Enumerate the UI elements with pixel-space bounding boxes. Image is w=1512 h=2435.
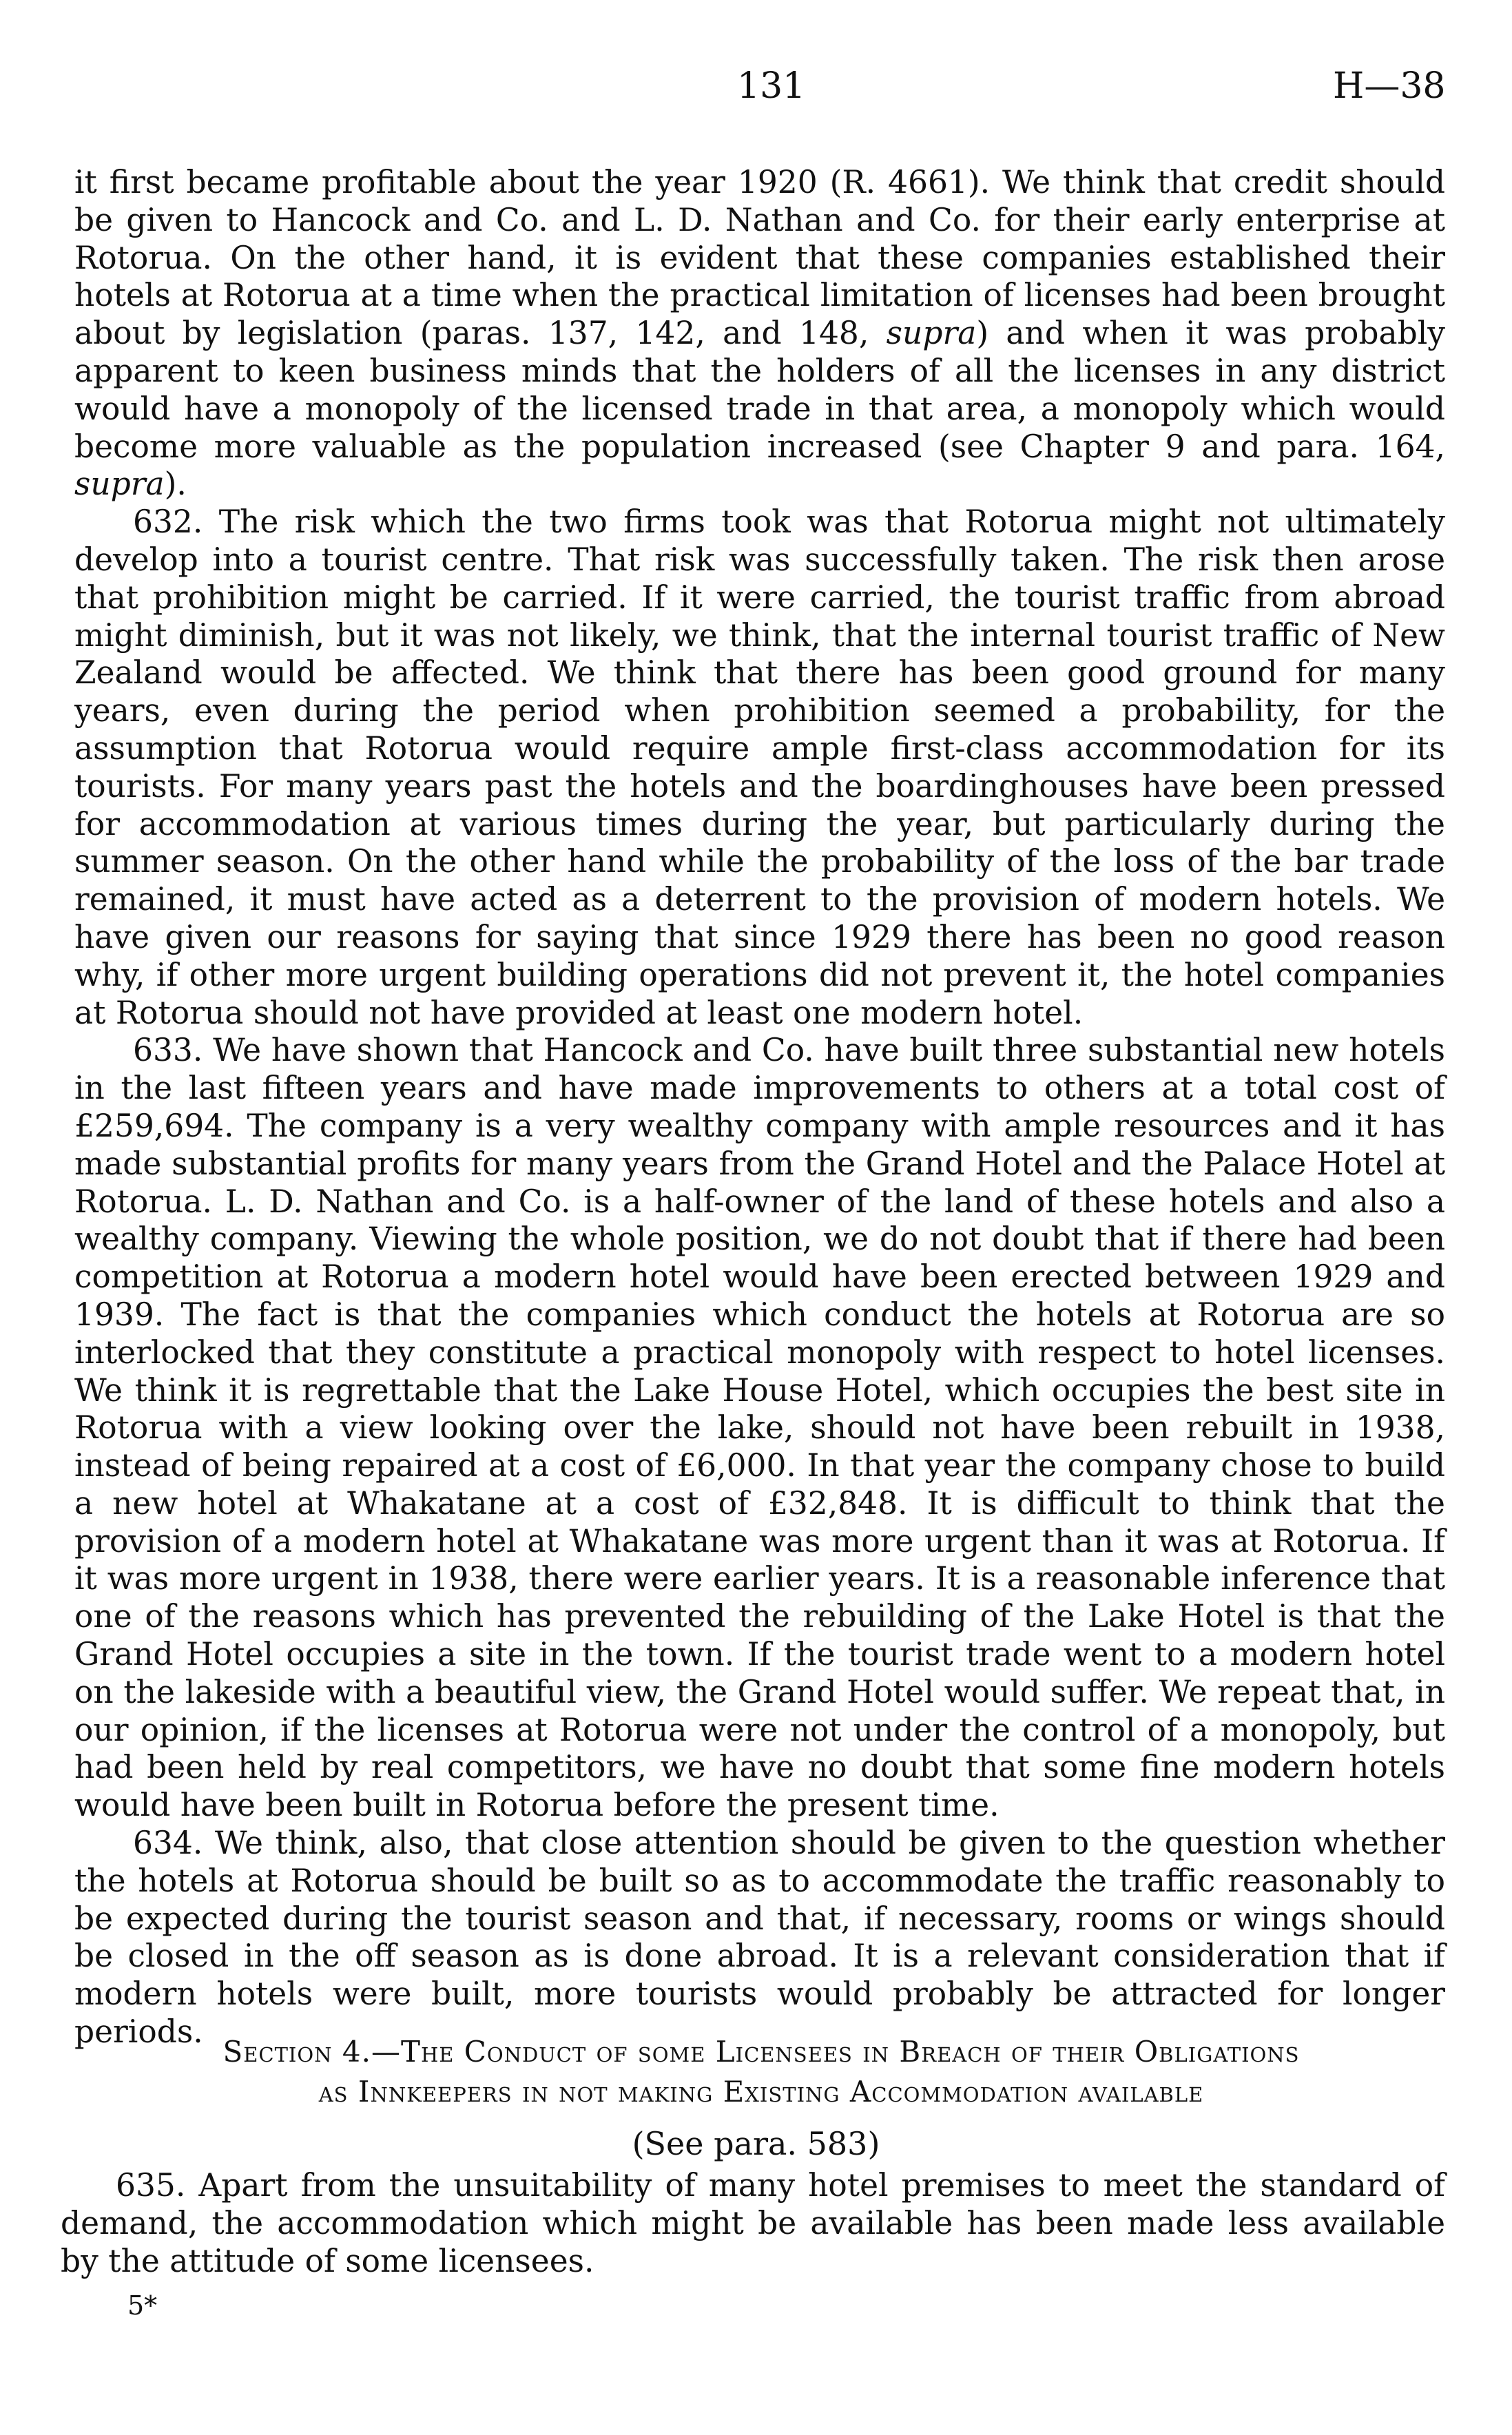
section-reference: (See para. 583): [632, 2125, 880, 2162]
main-text: [74, 164, 1445, 2051]
paragraph-634: 634. We think, also, that close attention should be given to the question whether the hotels at Rotorua should be built so as to accommodate the traffic reasonably to be expected during the tourist season and that, if necessary, rooms or wings should be closed in the off season as is done abroad. It is a relevant consideration that if modern hotels were built, more tourists would probably be attracted for longer periods.: [74, 1825, 1445, 2051]
signature-mark: 5*: [127, 2290, 158, 2321]
section-heading-line-1: Section 4.—The Conduct of some Licensees in Breach of their Obligations: [222, 2035, 1300, 2069]
paragraph-635: 635. Apart from the unsuitability of many hotel premises to meet the standard of demand, the accommodation which might be available has been made less available by the attitude of some licensees.: [61, 2167, 1445, 2279]
section-heading: [55, 2032, 1467, 2112]
paragraph-631-continuation: it first became profitable about the year 1920 (R. 4661). We think that credit should be given to Hancock and Co. and L. D. Nathan and Co. for their early enterprise at Rotorua. On the other hand, it is evident that these companies established their hotels at Rotorua at a time when the practical limitation of licenses had been brought about by legislation (paras. 137, 142, and 148, supra) and when it was probably apparent to keen business minds that the holders of all the licenses in any district would have a monopoly of the licensed trade in that area, a monopoly which would become more valuable as the population increased (see Chapter 9 and para. 164, supra).: [74, 164, 1445, 503]
document-reference: H—38: [1333, 65, 1446, 107]
paragraph-632: 632. The risk which the two firms took was that Rotorua might not ultimately develop into a tourist centre. That risk was successfully taken. The risk then arose that prohibition might be carried. If it were carried, the tourist traffic from abroad might diminish, but it was not likely, we think, that the internal tourist traffic of New Zealand would be affected. We think that there has been good ground for many years, even during the period when prohibition seemed a probability, for the assumption that Rotorua would require ample first-class accommodation for its tourists. For many years past the hotels and the boardinghouses have been pressed for accommodation at various times during the year, but particularly during the summer season. On the other hand while the probability of the loss of the bar trade remained, it must have acted as a deterrent to the provision of modern hotels. We have given our reasons for saying that since 1929 there has been no good reason why, if other more urgent building operations did not prevent it, the hotel companies at Rotorua should not have provided at least one modern hotel.: [74, 504, 1445, 1031]
section-heading-line-2: as Innkeepers in not making Existing Accommodation available: [318, 2075, 1204, 2108]
paragraph-633: 633. We have shown that Hancock and Co. have built three substantial new hotels in the last fifteen years and have made improvements to others at a total cost of £259,694. The company is a very wealthy company with ample resources and it has made substantial profits for many years from the Grand Hotel and the Palace Hotel at Rotorua. L. D. Nathan and Co. is a half-owner of the land of these hotels and also a wealthy company. Viewing the whole position, we do not doubt that if there had been competition at Rotorua a modern hotel would have been erected between 1929 and 1939. The fact is that the companies which conduct the hotels at Rotorua are so interlocked that they constitute a practical monopoly with respect to hotel licenses. We think it is regrettable that the Lake House Hotel, which occupies the best site in Rotorua with a view looking over the lake, should not have been rebuilt in 1938, instead of being repaired at a cost of £6,000. In that year the company chose to build a new hotel at Whakatane at a cost of £32,848. It is difficult to think that the provision of a modern hotel at Whakatane was more urgent than it was at Rotorua. If it was more urgent in 1938, there were earlier years. It is a reasonable inference that one of the reasons which has prevented the rebuilding of the Lake Hotel is that the Grand Hotel occupies a site in the town. If the tourist trade went to a modern hotel on the lakeside with a beautiful view, the Grand Hotel would suffer. We repeat that, in our opinion, if the licenses at Rotorua were not under the control of a monopoly, but had been held by real competitors, we have no doubt that some fine modern hotels would have been built in Rotorua before the present time.: [74, 1032, 1445, 1824]
page-number: 131: [737, 65, 806, 107]
